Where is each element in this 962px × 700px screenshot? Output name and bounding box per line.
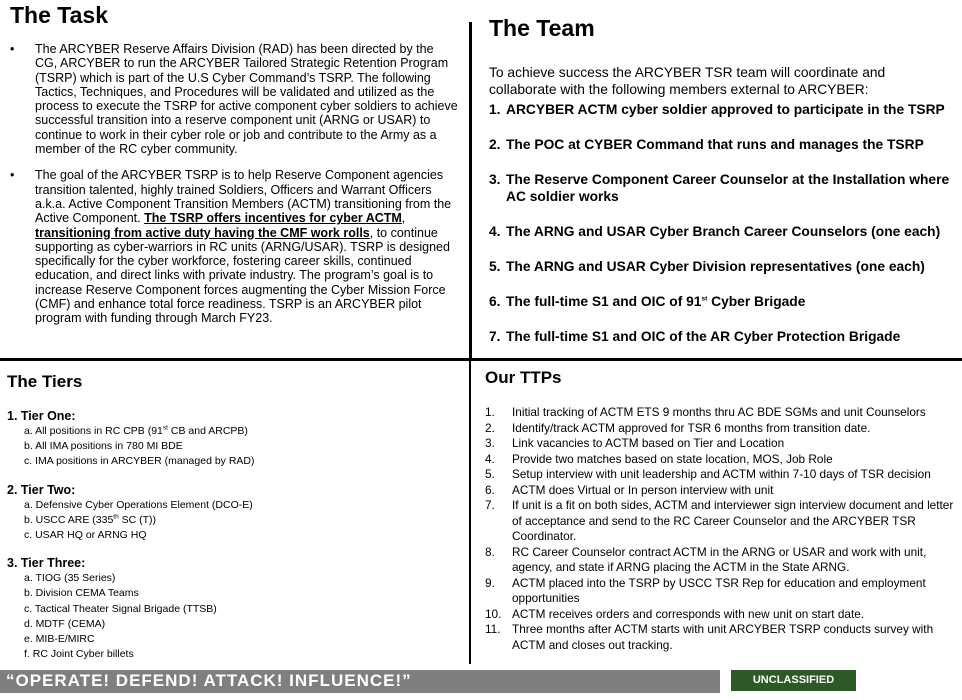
vertical-divider-bottom bbox=[469, 361, 471, 664]
ttps-title: Our TTPs bbox=[485, 368, 562, 387]
team-item-superscript: st bbox=[701, 295, 708, 303]
list-item: c. Tactical Theater Signal Brigade (TTSB) bbox=[24, 602, 217, 615]
team-item-text: ARCYBER ACTM cyber soldier approved to participate in the TSRP bbox=[506, 102, 945, 117]
list-item bbox=[7, 513, 457, 528]
task-paragraph-2 bbox=[10, 168, 458, 325]
list-item: f. RC Joint Cyber billets bbox=[24, 648, 134, 661]
ttp-number: 6. bbox=[485, 482, 495, 497]
tiers-section bbox=[7, 405, 457, 675]
list-item: c. USAR HQ or ARNG HQ bbox=[24, 529, 147, 542]
list-item bbox=[485, 576, 955, 607]
team-item-text-end: Cyber Brigade bbox=[707, 294, 806, 309]
ttp-text: ACTM does Virtual or In person interview with unit bbox=[512, 482, 774, 497]
tier-item-text-end: CB and ARCPB) bbox=[167, 425, 248, 437]
ttp-text: ACTM receives orders and corresponds with new unit on start date. bbox=[512, 606, 865, 621]
classification-banner: UNCLASSIFIED bbox=[731, 670, 856, 691]
list-item bbox=[485, 483, 955, 499]
team-item bbox=[489, 258, 954, 275]
ttp-text: Provide two matches based on state location, MOS, Job Role bbox=[512, 451, 833, 466]
ttp-text: ACTM placed into the TSRP by USCC TSR Rep for education and employment opportunities bbox=[512, 575, 926, 605]
tier-item-text: b. USCC ARE (335 bbox=[24, 513, 114, 526]
ttp-text: Three months after ACTM starts with unit ARCYBER TSRP conducts survey with ACTM and closes out tracking. bbox=[512, 622, 934, 652]
list-item: e. MIB-E/MIRC bbox=[24, 633, 95, 646]
list-item bbox=[7, 424, 457, 439]
task-p2-start: The goal of the ARCYBER TSRP is to help Reserve Component agencies transition talented, highly trained Soldiers, Officers and Warrant Officers a.k.a. Active Component Transition Members (ACTM) transitioning from the Active Component. bbox=[35, 168, 452, 226]
list-item: d. MDTF (CEMA) bbox=[24, 617, 106, 630]
list-item bbox=[485, 467, 955, 483]
team-item bbox=[489, 136, 954, 153]
task-section bbox=[10, 42, 458, 338]
task-title: The Task bbox=[10, 2, 108, 28]
team-item bbox=[489, 101, 954, 118]
team-item-text: The Reserve Component Career Counselor at the Installation where AC soldier works bbox=[506, 172, 950, 204]
list-item bbox=[485, 622, 955, 653]
task-p2-comma: , bbox=[401, 211, 406, 226]
list-item bbox=[485, 452, 955, 468]
team-item-number: 6. bbox=[489, 294, 501, 309]
tier-three-list bbox=[7, 571, 457, 662]
tier-one-heading: 1. Tier One: bbox=[7, 409, 76, 423]
ttp-text: RC Career Counselor contract ACTM in the ARNG or USAR and work with unit, agency, and state if ARNG placing the ACTM in the State ARNG. bbox=[512, 544, 927, 574]
ttp-text: Setup interview with unit leadership and ACTM within 7-10 days of TSR decision bbox=[512, 467, 931, 481]
team-item-text: The ARNG and USAR Cyber Branch Career Counselors (one each) bbox=[506, 224, 941, 239]
team-list bbox=[489, 101, 954, 345]
tier-two-list bbox=[7, 498, 457, 544]
team-item-number: 7. bbox=[489, 329, 501, 344]
ttp-text: If unit is a fit on both sides, ACTM and interviewer sign interview document and letter of acceptance and send to the RC Career Counselor and the ARCYBER TSR Coordinator. bbox=[512, 498, 954, 543]
team-item-text: The ARNG and USAR Cyber Division representatives (one each) bbox=[506, 259, 925, 274]
list-item bbox=[485, 545, 955, 576]
task-p2-end: , to continue supporting as cyber-warriors in RC units (ARNG/USAR). TSRP is designed specifically for the cyber workforce, fostering career skills, continued education, and direct links with private industry. The program’s goal is to increase Reserve Component forces augmenting the Cyber Mission Force (CMF) and enhance total force readiness. TSRP is an ARCYBER pilot program with funding through March FY23. bbox=[35, 225, 450, 326]
task-p2-underline-1: The TSRP offers incentives for cyber ACTM bbox=[144, 211, 402, 226]
task-paragraph-1: • The ARCYBER Reserve Affairs Division (RAD) has been directed by the CG, ARCYBER to run the ARCYBER Tailored Strategic Retention Program (TSRP) which is part of the U.S Cyber Command’s TSRP. The following Tactics, Techniques, and Procedures will be validated and utilized as the process to execute the TSRP for active component cyber soldiers to achieve successful transition into a reserve component unit (ARNG or USAR) to continue to work in their cyber role or job and contribute to the Army as a member of the RC cyber community. bbox=[10, 42, 458, 156]
team-item bbox=[489, 328, 954, 345]
list-item: a. Defensive Cyber Operations Element (DCO-E) bbox=[24, 498, 253, 511]
team-item-number: 2. bbox=[489, 137, 501, 152]
ttp-text: Initial tracking of ACTM ETS 9 months thru AC BDE SGMs and unit Counselors bbox=[512, 405, 926, 419]
team-item bbox=[489, 171, 954, 205]
ttp-number: 1. bbox=[485, 405, 495, 419]
list-item bbox=[485, 421, 955, 437]
tier-item-text-end: SC (T)) bbox=[118, 513, 157, 526]
tier-item-superscript: th bbox=[113, 513, 119, 521]
ttp-number: 3. bbox=[485, 436, 495, 450]
team-intro: To achieve success the ARCYBER TSR team will coordinate and collaborate with the following members external to ARCYBER: bbox=[489, 65, 886, 97]
list-item bbox=[485, 607, 955, 623]
tier-two-heading: 2. Tier Two: bbox=[7, 482, 76, 497]
list-item bbox=[485, 405, 955, 421]
tier-one-list bbox=[7, 424, 457, 470]
list-item: b. All IMA positions in 780 MI BDE bbox=[24, 440, 183, 453]
ttp-text: Identify/track ACTM approved for TSR 6 months from transition date. bbox=[512, 420, 871, 435]
ttp-number: 4. bbox=[485, 451, 495, 466]
footer-motto: “OPERATE! DEFEND! ATTACK! INFLUENCE!” bbox=[6, 671, 412, 690]
vertical-divider-top bbox=[469, 22, 472, 358]
team-item-number: 1. bbox=[489, 102, 501, 117]
list-item bbox=[485, 436, 955, 452]
team-item bbox=[489, 223, 954, 240]
list-item: a. TIOG (35 Series) bbox=[24, 572, 116, 585]
list-item: b. Division CEMA Teams bbox=[24, 587, 139, 600]
ttp-number: 11. bbox=[485, 622, 501, 636]
team-item-text: The POC at CYBER Command that runs and manages the TSRP bbox=[506, 137, 924, 152]
ttps-list bbox=[485, 405, 955, 653]
list-item bbox=[485, 498, 955, 545]
ttp-number: 5. bbox=[485, 467, 495, 481]
ttp-number: 9. bbox=[485, 575, 495, 590]
tier-item-text: a. All positions in RC CPB (91 bbox=[24, 425, 163, 437]
ttp-number: 2. bbox=[485, 420, 495, 435]
ttp-number: 10. bbox=[485, 606, 502, 621]
list-item: c. IMA positions in ARCYBER (managed by RAD) bbox=[24, 455, 255, 468]
ttp-text: Link vacancies to ACTM based on Tier and Location bbox=[512, 436, 785, 450]
tier-three-heading: 3. Tier Three: bbox=[7, 556, 86, 571]
tiers-title: The Tiers bbox=[7, 372, 83, 391]
ttp-number: 8. bbox=[485, 544, 495, 559]
team-item-number: 3. bbox=[489, 172, 501, 187]
ttp-number: 7. bbox=[485, 498, 495, 512]
tier-item-superscript: st bbox=[162, 424, 168, 432]
team-item-number: 4. bbox=[489, 224, 501, 239]
team-item-text: The full-time S1 and OIC of 91 bbox=[506, 294, 702, 309]
horizontal-divider bbox=[0, 358, 962, 361]
task-p2-underline-2: transitioning from active duty having the CMF work rolls bbox=[35, 225, 370, 240]
team-item bbox=[489, 293, 954, 310]
team-item-number: 5. bbox=[489, 259, 501, 274]
team-item-text: The full-time S1 and OIC of the AR Cyber Protection Brigade bbox=[506, 329, 901, 344]
team-title: The Team bbox=[489, 15, 595, 41]
